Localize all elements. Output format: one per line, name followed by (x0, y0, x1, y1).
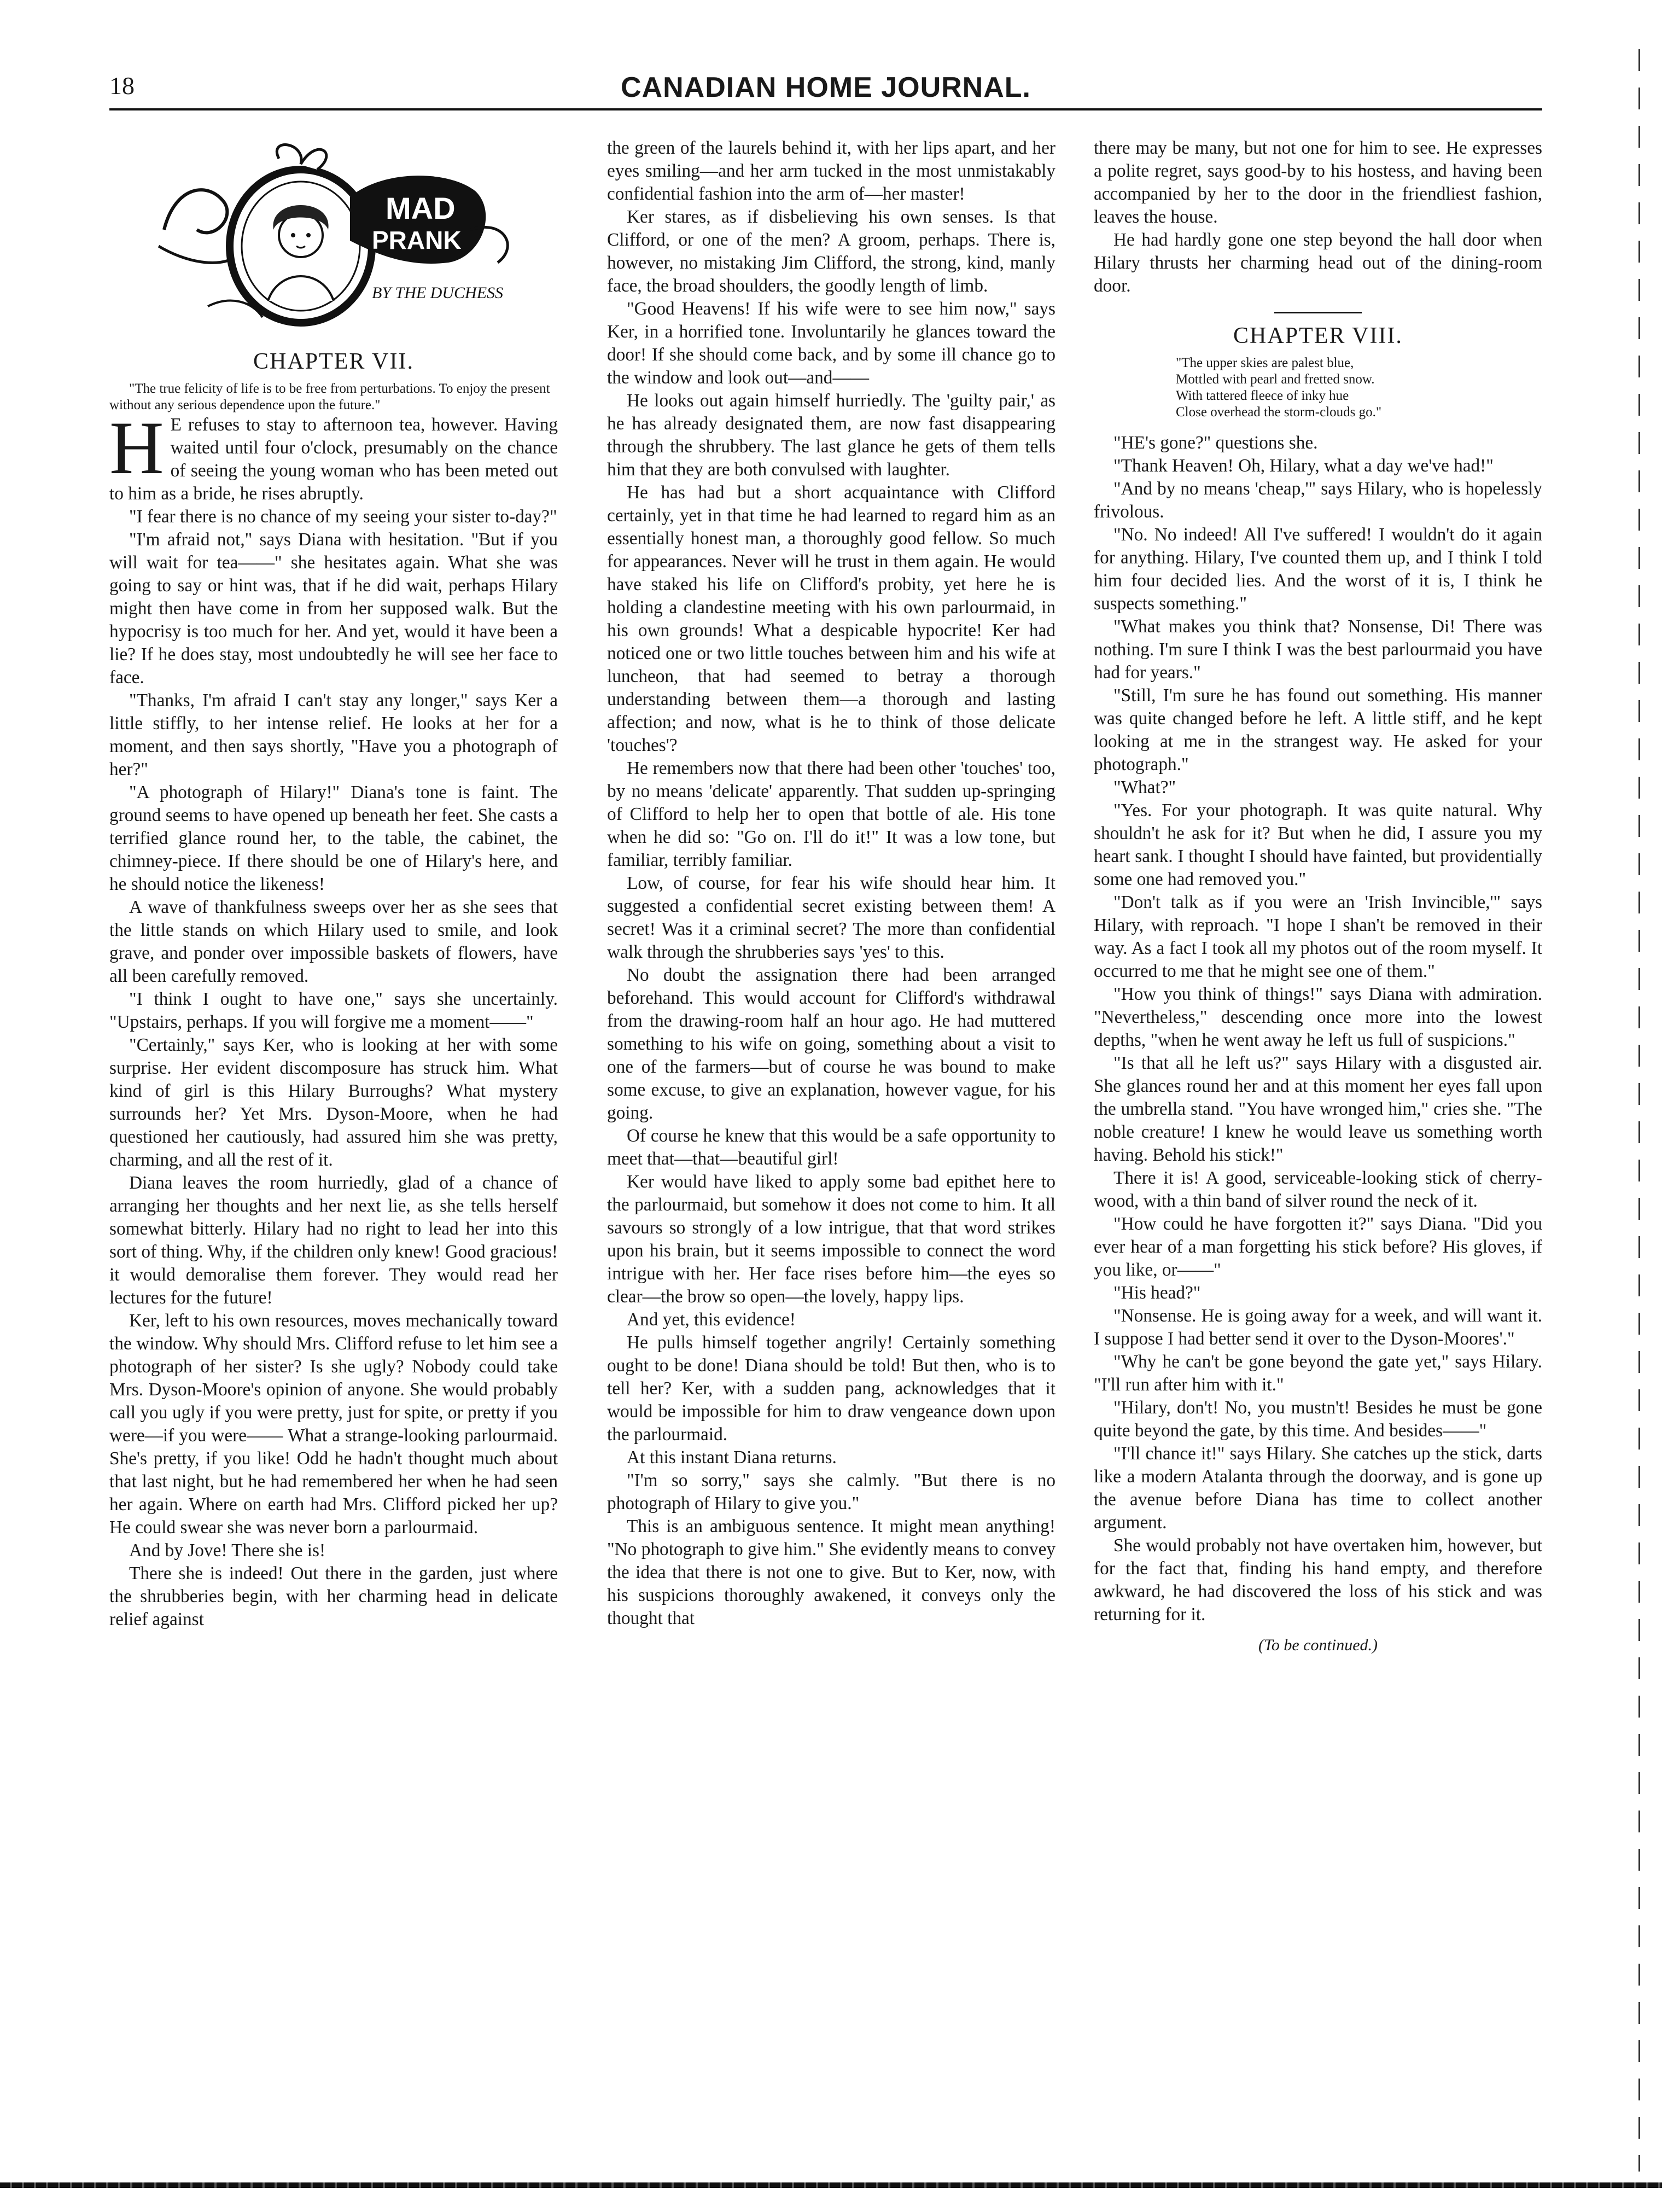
paragraph: "And by no means 'cheap,'" says Hilary, who is hopelessly frivolous. (1094, 479, 1542, 522)
paragraph: At this instant Diana returns. (627, 1447, 837, 1468)
paragraph: He has had but a short acquaintance with Clifford certainly, yet in that time he had learned to regard him as an essentially honest man, a thoroughly good fellow. So much for appearances. Never will he trust in them again. He would have staked his life on Clifford's probity, yet here he is holding a clandestine meeting with his own parlourmaid, in his own grounds! What a despicable hypocrite! Ker had noticed one or two little touches between him and his wife at luncheon, that had seemed to betray a thorough understanding between them—a thorough and lasting affection; and now, what is he to think of those delicate 'touches'? (607, 482, 1055, 755)
chapter-7-epigraph: "The true felicity of life is to be free from perturbations. To enjoy the present without any serious dependence upon the future." (109, 381, 550, 412)
paragraph: And yet, this evidence! (627, 1309, 796, 1330)
paragraph: There she is indeed! Out there in the garden, just where the shrubberies begin, with her charming head in delicate relief against (109, 1563, 558, 1629)
journal-title: CANADIAN HOME JOURNAL. (621, 72, 1031, 103)
paragraph: "I think I ought to have one," says she uncertainly. "Upstairs, perhaps. If you will forgive me a moment——" (109, 989, 558, 1032)
paragraph: She would probably not have overtaken him, however, but for the fact that, finding his hand empty, and therefore awkward, he had discovered the loss of his stick and was returning for it. (1094, 1535, 1542, 1625)
paragraph: "Thank Heaven! Oh, Hilary, what a day we've had!" (1113, 456, 1494, 476)
paragraph: "Still, I'm sure he has found out something. His manner was quite changed before he left. A little stiff, and he kept looking at me in the strangest way. He asked for your photograph." (1094, 685, 1542, 775)
paragraph: A wave of thankfulness sweeps over her as she sees that the little stands on which Hilary used to smile, and look grave, and ponder over impossible baskets of flowers, have all been carefully removed. (109, 897, 558, 986)
paragraph: He pulls himself together angrily! Certainly something ought to be done! Diana should be told! But then, who is to tell her? Ker, with a sudden pang, acknowledges that it would be impossible for him to draw vengeance down upon the parlourmaid. (607, 1332, 1055, 1445)
chapter-7-opening-paragraph (109, 406, 558, 505)
drop-cap: H (109, 406, 164, 490)
paragraph: Low, of course, for fear his wife should hear him. It suggested a confidential secret existing between them! A secret! Was it a criminal secret? The more than confidential walk through the shrubberies says 'yes' to this. (607, 873, 1055, 962)
chapter-7-heading: CHAPTER VII. (253, 349, 414, 374)
paragraph: "How you think of things!" says Diana with admiration. "Nevertheless," descending once more into the lowest depths, "when he went away he left us full of suspicions." (1094, 984, 1542, 1050)
title-illustration (109, 137, 558, 339)
page-bottom-border (0, 2182, 1662, 2188)
paragraph: "HE's gone?" questions she. (1113, 433, 1318, 453)
paragraph: No doubt the assignation there had been arranged beforehand. This would account for Clifford's withdrawal from the drawing-room half an hour ago. He had muttered something to his wife on going, something about a visit to one of the farmers—but of course he was bound to make some excuse, to give an explanation, however vague, for his going. (607, 965, 1055, 1123)
paragraph: He had hardly gone one step beyond the hall door when Hilary thrusts her charming head out of the dining-room door. (1094, 230, 1542, 296)
paragraph: "I'll chance it!" says Hilary. She catches up the stick, darts like a modern Atalanta through the doorway, and is gone up the avenue before Diana has time to collect another argument. (1094, 1443, 1542, 1533)
paragraph: "How could he have forgotten it?" says Diana. "Did you ever hear of a man forgetting his stick before? His gloves, if you like, or——" (1094, 1214, 1542, 1280)
paragraph: "His head?" (1113, 1283, 1201, 1303)
paragraph: Of course he knew that this would be a safe opportunity to meet that—that—beautiful girl! (607, 1126, 1055, 1169)
paragraph: "What?" (1113, 777, 1176, 798)
paragraph: "Yes. For your photograph. It was quite natural. Why shouldn't he ask for it? But when he did, I assure you my heart sank. I thought I should have fainted, but providentially some one had removed you." (1094, 800, 1542, 889)
page-number: 18 (109, 72, 135, 100)
paragraph: Diana leaves the room hurriedly, glad of a chance of arranging her thoughts and her next lie, as she tells herself somewhat bitterly. Hilary had no right to lead her into this sort of thing. Why, if the children only knew! Good gracious! it would demoralise them forever. They would read her lectures for the future! (109, 1173, 558, 1308)
paragraph: "I'm afraid not," says Diana with hesitation. "But if you will wait for tea——" she hesitates again. What she was going to say or hint was, that if he did wait, perhaps Hilary might then have come in from her supposed walk. But the hypocrisy is too much for her. And yet, would it have been a lie? If he does stay, most undoubtedly he will see her face to face. (109, 529, 558, 688)
paragraph: Ker stares, as if disbelieving his own senses. Is that Clifford, or one of the men? A groom, perhaps. There is, however, no mistaking Jim Clifford, the strong, kind, manly face, the broad shoulders, the goodly length of limb. (607, 207, 1055, 296)
header-rule (109, 108, 1542, 110)
paragraph: "What makes you think that? Nonsense, Di! There was nothing. I'm sure I think I was the best parlourmaid you have had for years." (1094, 616, 1542, 683)
paragraph: This is an ambiguous sentence. It might mean anything! "No photograph to give him." She evidently means to convey the idea that there is not one to give. But to Ker, now, with his suspicions thoroughly awakened, it conveys only the thought that (607, 1516, 1055, 1628)
paragraph: "I fear there is no chance of my seeing your sister to-day?" (129, 507, 557, 527)
column-3 (1094, 137, 1542, 1657)
paragraph: Ker, left to his own resources, moves mechanically toward the window. Why should Mrs. Clifford refuse to let him see a photograph of her sister? Is she ugly? Nobody could take Mrs. Dyson-Moore's opinion of anyone. She would probably call you ugly if you were pretty, just for spite, or pretty if you were—if you were—— What a strange-looking parlourmaid. She's pretty, if you like! Odd he hadn't thought much about that last night, but he had remembered her when he had seen her again. Where on earth had Mrs. Clifford picked her up? He could swear she was never born a parlourmaid. (109, 1311, 558, 1538)
paragraph-text: E refuses to stay to afternoon tea, however. Having waited until four o'clock, presumably on the chance of seeing the young woman who has been meted out to him as a bride, he rises abruptly. (109, 415, 558, 504)
paragraph: "I'm so sorry," says she calmly. "But there is no photograph of Hilary to give you." (607, 1470, 1055, 1514)
byline: BY THE DUCHESS (372, 284, 504, 302)
page-right-edge (1638, 49, 1640, 2172)
paragraph: He looks out again himself hurriedly. The 'guilty pair,' as he has already designated them, are now fast disappearing through the shrubbery. The last glance he gets of them tells him that they are both convulsed with laughter. (607, 391, 1055, 480)
paragraph: He remembers now that there had been other 'touches' too, by no means 'delicate' apparently. That sudden up-springing of Clifford to help her to open that bottle of ale. His tone when he did so: "Go on. I'll do it!" It was a low tone, but familiar, terribly familiar. (607, 758, 1055, 870)
paragraph: And by Jove! There she is! (129, 1540, 326, 1561)
title-word-mad: MAD (386, 191, 456, 225)
paragraph-continued: there may be many, but not one for him to see. He expresses a polite regret, says good-by to his hostess, and having been accompanied by her to the door in the friendliest fashion, leaves the house. (1094, 138, 1542, 227)
chapter-8-heading: CHAPTER VIII. (1233, 323, 1403, 348)
paragraph: "A photograph of Hilary!" Diana's tone is faint. The ground seems to have opened up beneath her feet. She casts a terrified glance round her, to the table, the cabinet, the chimney-piece. If there should be one of Hilary's here, and he should notice the likeness! (109, 782, 558, 894)
title-word-prank: PRANK (372, 226, 462, 254)
paragraph: "Certainly," says Ker, who is looking at her with some surprise. Her evident discomposure has struck him. What kind of girl is this Hilary Burroughs? What mystery surrounds her? Yet Mrs. Dyson-Moore, when he had questioned her cautiously, had assured him she was pretty, charming, and all the rest of it. (109, 1035, 558, 1170)
paragraph: "Don't talk as if you were an 'Irish Invincible,'" says Hilary, with reproach. "I hope I shan't be removed in their way. As a fact I took all my photos out of the room myself. It occurred to me that he might see one of them." (1094, 892, 1542, 981)
column-2 (607, 137, 1055, 1630)
paragraph: "Is that all he left us?" says Hilary with a disgusted air. She glances round her and at this moment her eyes fall upon the umbrella stand. "You have wronged him," cries she. "The noble creature! I knew he would leave us something worth having. Behold his stick!" (1094, 1053, 1542, 1165)
paragraph: Ker would have liked to apply some bad epithet here to the parlourmaid, but somehow it does not come to him. It all savours so strongly of a low intrigue, that that word strikes upon his brain, but it seems impossible to connect the word intrigue with her. Her face rises before him—the eyes so clear—the brow so open—the lovely, happy lips. (607, 1172, 1055, 1307)
paragraph: "Hilary, don't! No, you mustn't! Besides he must be gone quite beyond the gate, by this time. And besides——" (1094, 1398, 1542, 1441)
paragraph: "No. No indeed! All I've suffered! I wouldn't do it again for anything. Hilary, I've counted them up, and I think I told him four decided lies. And the worst of it is, I think he suspects something." (1094, 525, 1542, 614)
paragraph: There it is! A good, serviceable-looking stick of cherry-wood, with a thin band of silver round the neck of it. (1094, 1168, 1542, 1211)
column-1 (109, 137, 558, 1631)
paragraph: "Thanks, I'm afraid I can't stay any longer," says Ker a little stiffly, to her intense relief. He looks at her for a moment, and then says shortly, "Have you a photograph of her?" (109, 690, 558, 779)
paragraph: "Nonsense. He is going away for a week, and will want it. I suppose I had better send it over to the Dyson-Moores'." (1094, 1306, 1542, 1349)
paragraph: "Why he can't be gone beyond the gate yet," says Hilary. "I'll run after him with it." (1094, 1352, 1542, 1395)
title-ornament-graphic (142, 137, 525, 334)
to-be-continued-note: (To be continued.) (1258, 1636, 1378, 1654)
paragraph-continued: the green of the laurels behind it, with her lips apart, and her eyes smiling—and her arm tucked in the most unmistakably confidential fashion into the arm of—her master! (607, 138, 1055, 204)
paragraph: "Good Heavens! If his wife were to see him now," says Ker, in a horrified tone. Involuntarily he glances toward the door! If she should come back, and by some ill chance go to the window and look out—and—— (607, 299, 1055, 388)
chapter-8-epigraph: "The upper skies are palest blue, Mottled with pearl and fretted snow. With tattered fleece of inky hue Close overhead the storm-clouds go." (1176, 356, 1382, 420)
chapter-separator (1274, 312, 1362, 313)
